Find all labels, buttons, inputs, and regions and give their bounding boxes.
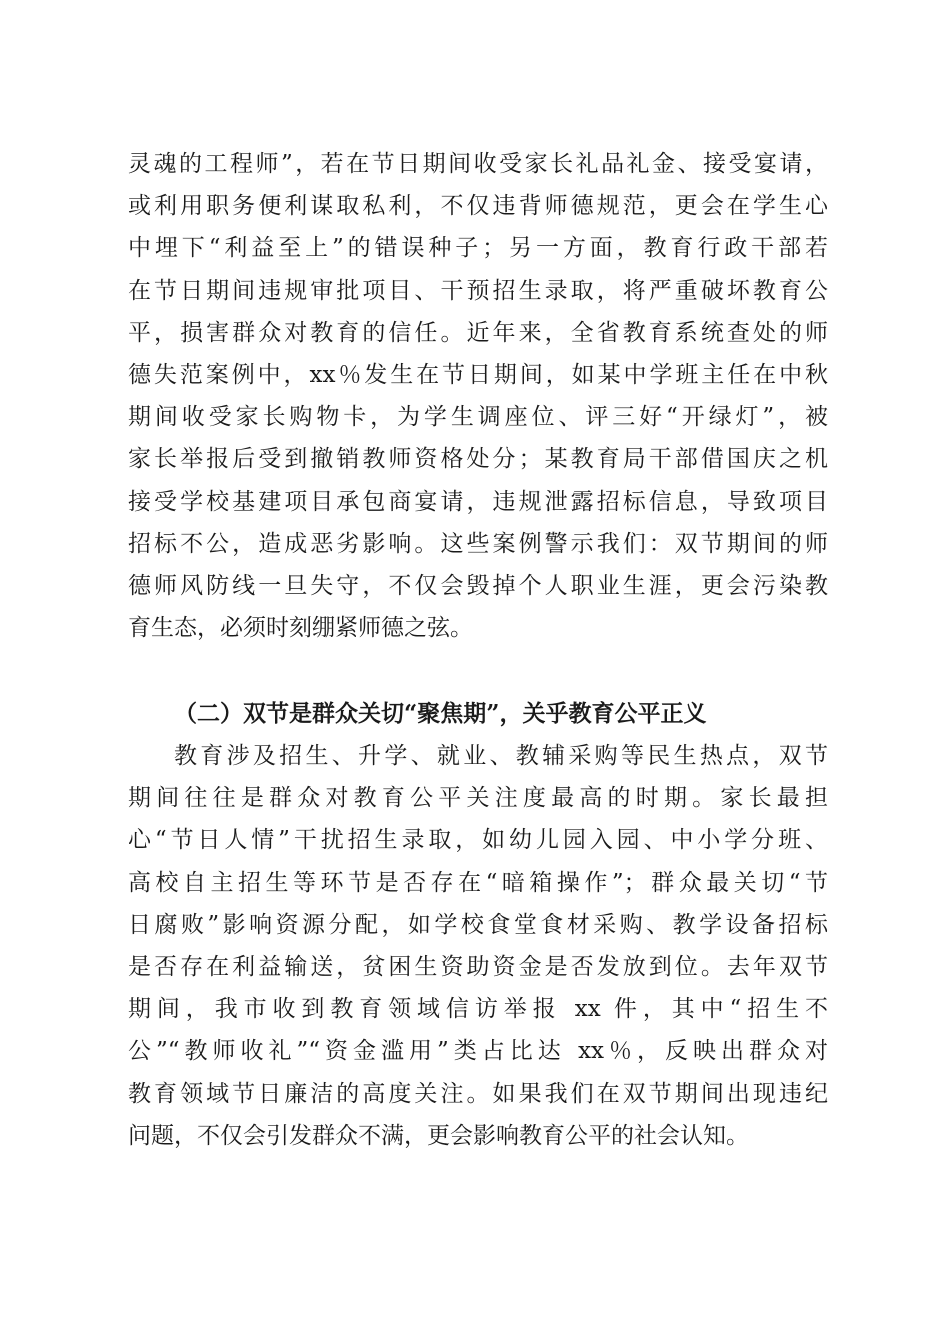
text-line: 问题，不仅会引发群众不满，更会影响教育公平的社会认知。 [128,1122,749,1149]
text-line: 或利用职务便利谋取私利，不仅违背师德规范，更会在学生心 [128,193,828,220]
section-heading-2 [128,693,828,735]
text-line: 教育领域节日廉洁的高度关注。如果我们在双节期间出现违纪 [128,1080,828,1107]
text-line: 心“节日人情”干扰招生录取，如幼儿园入园、中小学分班、 [128,827,828,854]
text-line: 接受学校基建项目承包商宴请，违规泄露招标信息，导致项目 [128,488,828,515]
text-line: 期间往往是群众对教育公平关注度最高的时期。家长最担 [128,785,828,812]
text-line: 灵魂的工程师”，若在节日期间收受家长礼品礼金、接受宴请， [128,151,828,177]
text-line: 德失范案例中，xx％发生在节日期间，如某中学班主任在中秋 [128,361,828,388]
text-line: 教育涉及招生、升学、就业、教辅采购等民生热点，双节 [174,743,828,769]
body-paragraph-1 [128,143,828,649]
text-line: 中埋下“利益至上”的错误种子；另一方面，教育行政干部若 [128,235,828,262]
text-line: 高校自主招生等环节是否存在“暗箱操作”；群众最关切“节 [128,869,828,896]
text-line: 育生态，必须时刻绷紧师德之弦。 [128,615,473,642]
text-line: 招标不公，造成恶劣影响。这些案例警示我们：双节期间的师 [128,530,828,557]
text-line: 平，损害群众对教育的信任。近年来，全省教育系统查处的师 [128,319,828,346]
text-line: 期间，我市收到教育领域信访举报 xx 件，其中“招生不 [128,996,828,1023]
text-line: 期间收受家长购物卡，为学生调座位、评三好“开绿灯”，被 [128,404,828,431]
text-line: 在节日期间违规审批项目、干预招生录取，将严重破坏教育公 [128,277,828,304]
text-line: 家长举报后受到撤销教师资格处分；某教育局干部借国庆之机 [128,446,828,473]
body-paragraph-2 [128,735,828,1157]
text-line: 公”“教师收礼”“资金滥用”类占比达 xx％，反映出群众对 [128,1038,828,1065]
section-heading-text: （二）双节是群众关切“聚焦期”，关乎教育公平正义 [174,700,707,727]
text-line: 德师风防线一旦失守，不仅会毁掉个人职业生涯，更会污染教 [128,572,828,599]
text-line: 是否存在利益输送，贫困生资助资金是否发放到位。去年双节 [128,953,828,980]
text-line: 日腐败”影响资源分配，如学校食堂食材采购、教学设备招标 [128,911,828,938]
